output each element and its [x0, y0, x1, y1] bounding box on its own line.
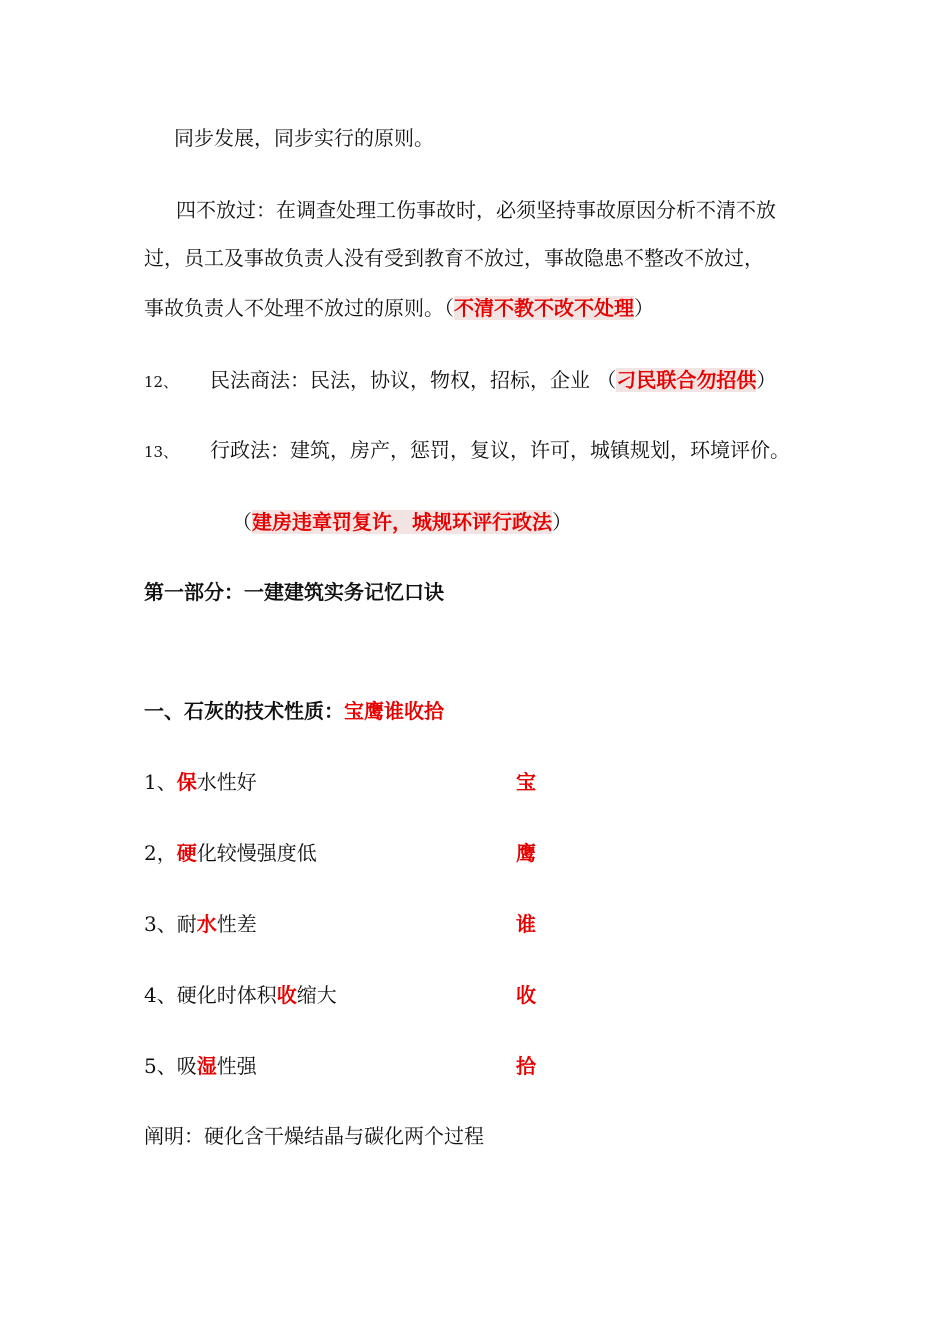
list-item [144, 768, 257, 796]
key-char: 收 [276, 983, 297, 1007]
paragraph-text: 过，员工及事故负责人没有受到教育不放过，事故隐患不整改不放过， [144, 246, 764, 270]
mnemonic-char: 收 [516, 983, 536, 1007]
heading-text: 第一部分：一建建筑实务记忆口诀 [144, 580, 444, 604]
mnemonic-char: 宝 [516, 770, 536, 794]
paragraph-four-nots-line1 [176, 196, 776, 224]
paragraph-four-nots-line3 [144, 294, 654, 322]
paragraph-text: 事故负责人不处理不放过的原则。（ [144, 296, 454, 320]
item-suffix: 缩大 [296, 983, 337, 1007]
mnemonic-highlight: 刁民联合勿招供 [616, 368, 757, 392]
mnemonic-highlight: 建房违章罚复许，城规环评行政法 [252, 510, 552, 534]
mnemonic-highlight: 宝鹰谁收拾 [344, 699, 444, 723]
close-paren: ） [756, 368, 777, 392]
item-prefix: 1、 [144, 770, 177, 794]
part-title [144, 578, 444, 606]
key-char: 保 [176, 770, 197, 794]
note [144, 1122, 484, 1150]
item-prefix: 4、硬化时体积 [144, 983, 277, 1007]
list-item [144, 910, 257, 938]
paragraph-four-nots-line2 [144, 244, 764, 272]
item-text: 行政法：建筑，房产，惩罚，复议，许可，城镇规划，环境评价。 [210, 438, 790, 462]
paragraph-text: 四不放过：在调查处理工伤事故时，必须坚持事故原因分析不清不放 [176, 198, 776, 222]
list-item [144, 981, 337, 1009]
mnemonic-highlight: 不清不教不改不处理 [454, 296, 634, 320]
note-text: 阐明：硬化含干燥结晶与碳化两个过程 [144, 1124, 484, 1148]
key-char: 硬 [176, 841, 197, 865]
list-item [144, 1052, 257, 1080]
section-title [144, 697, 444, 725]
mnemonic-char: 拾 [516, 1054, 536, 1078]
item-suffix: 化较慢强度低 [196, 841, 317, 865]
heading-text: 一、石灰的技术性质： [144, 699, 344, 723]
list-item [144, 839, 317, 867]
close-paren: ） [634, 296, 654, 320]
mnemonic-char: 谁 [516, 912, 536, 936]
mnemonic-char: 鹰 [516, 841, 536, 865]
close-paren: ） [552, 510, 572, 534]
item-13-mnemonic [232, 508, 572, 536]
item-13 [144, 436, 790, 466]
item-prefix: 3、耐 [144, 912, 197, 936]
paragraph-sync [174, 124, 434, 152]
item-number: 12、 [144, 373, 179, 391]
paragraph-text: 同步发展，同步实行的原则。 [174, 126, 434, 150]
item-suffix: 水性好 [196, 770, 257, 794]
item-suffix: 性强 [216, 1054, 257, 1078]
open-paren: （ [232, 510, 252, 534]
item-prefix: 2， [144, 841, 177, 865]
item-suffix: 性差 [216, 912, 257, 936]
key-char: 水 [196, 912, 217, 936]
item-prefix: 5、吸 [144, 1054, 197, 1078]
item-text: 民法商法：民法，协议，物权，招标，企业 （ [210, 368, 617, 392]
item-12 [144, 366, 776, 396]
item-number: 13、 [144, 443, 179, 461]
key-char: 湿 [196, 1054, 217, 1078]
